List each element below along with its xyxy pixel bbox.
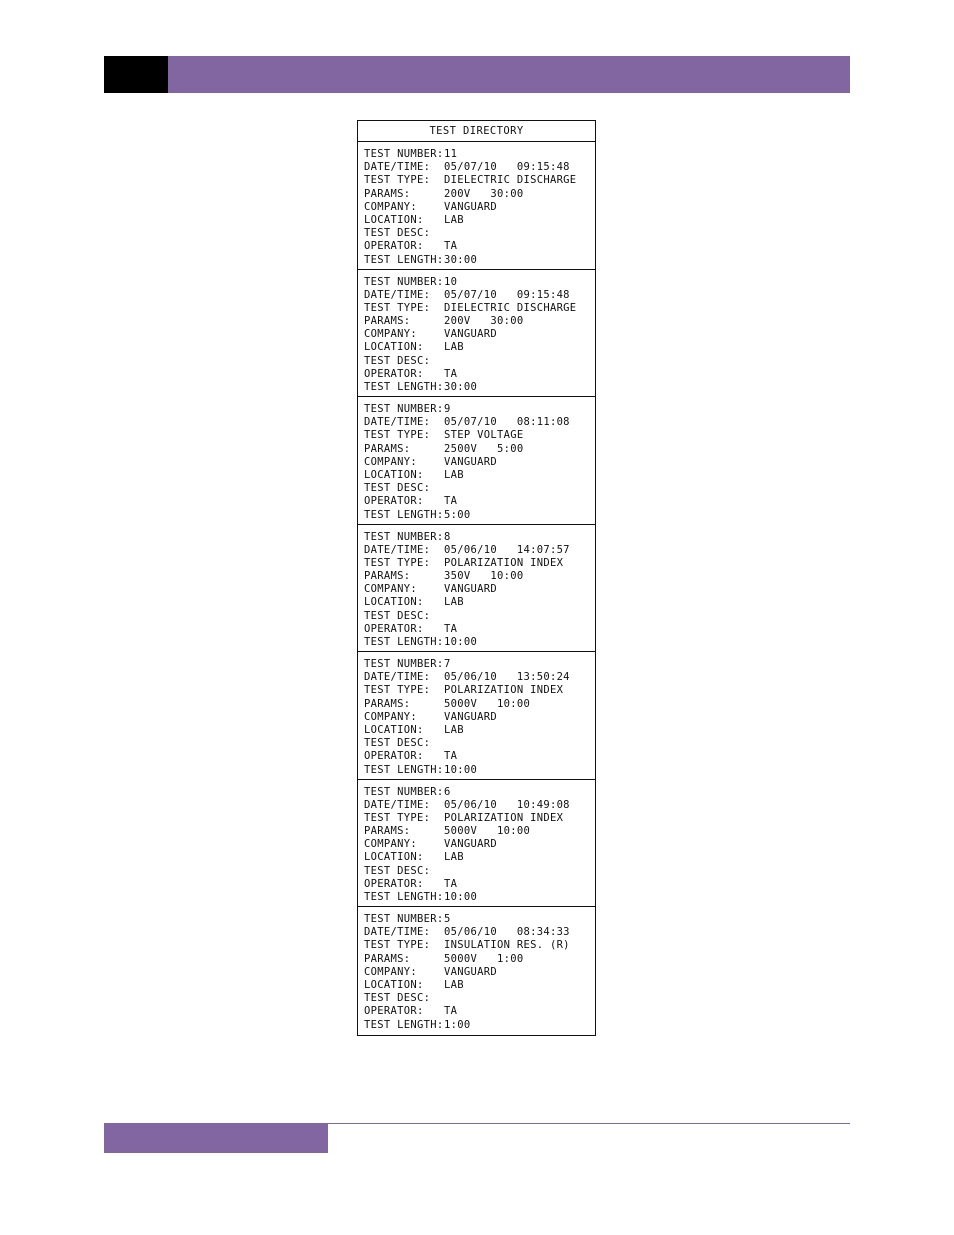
field-value: LAB: [444, 851, 464, 864]
record-row-length: [364, 891, 595, 904]
field-value: DIELECTRIC DISCHARGE: [444, 174, 577, 187]
record-row-datetime: [364, 289, 595, 302]
field-label: OPERATOR:: [364, 240, 424, 253]
record-row-type: [364, 302, 595, 315]
field-value: 30:00: [444, 253, 478, 266]
field-value: TA: [444, 240, 458, 253]
field-value: LAB: [444, 213, 464, 226]
record-row-desc: [364, 737, 595, 750]
record-row-desc: [364, 992, 595, 1005]
field-value: 2500V 5:00: [444, 442, 524, 455]
field-label: PARAMS:: [364, 825, 411, 838]
field-value: 7: [444, 658, 451, 670]
record-row-desc: [364, 610, 595, 623]
field-value: [444, 737, 595, 750]
field-label: TEST LENGTH:: [364, 891, 444, 903]
record-row-number: [364, 786, 595, 799]
field-value: 11: [444, 148, 458, 160]
record-row-params: [364, 825, 595, 838]
field-value: VANGUARD: [444, 710, 497, 723]
record-row-operator: [364, 623, 595, 636]
field-value: [444, 355, 595, 368]
field-label: COMPANY:: [364, 965, 417, 978]
field-value: [444, 227, 595, 240]
field-value: [444, 992, 595, 1005]
field-label: PARAMS:: [364, 952, 411, 965]
field-value: INSULATION RES. (R): [444, 939, 570, 952]
field-value: 9: [444, 403, 451, 415]
record-row-length: [364, 254, 595, 267]
field-label: TEST LENGTH:: [364, 636, 444, 648]
field-label: TEST NUMBER:: [364, 148, 444, 160]
field-value: 5: [444, 913, 451, 925]
field-label: COMPANY:: [364, 583, 417, 596]
record-row-length: [364, 636, 595, 649]
field-value: TA: [444, 495, 458, 508]
field-label: TEST DESC:: [364, 354, 431, 367]
field-label: COMPANY:: [364, 200, 417, 213]
field-label: LOCATION:: [364, 468, 424, 481]
field-value: TA: [444, 622, 458, 635]
field-label: TEST NUMBER:: [364, 785, 444, 798]
field-value: 5000V 10:00: [444, 697, 531, 710]
field-value: LAB: [444, 596, 464, 609]
field-value: 6: [444, 785, 451, 798]
field-label: OPERATOR:: [364, 1005, 424, 1018]
header-purple-bar: [168, 56, 850, 93]
field-label: OPERATOR:: [364, 877, 424, 890]
test-record: [358, 907, 595, 1035]
field-value: 05/07/10 09:15:48: [444, 288, 570, 301]
field-label: OPERATOR:: [364, 367, 424, 380]
field-label: TEST TYPE:: [364, 684, 431, 697]
field-value: VANGUARD: [444, 328, 497, 341]
field-value: 10: [444, 275, 458, 288]
field-label: LOCATION:: [364, 341, 424, 354]
record-row-length: [364, 764, 595, 777]
record-row-datetime: [364, 544, 595, 557]
field-label: DATE/TIME:: [364, 798, 431, 811]
field-label: TEST NUMBER:: [364, 275, 444, 288]
test-record: [358, 652, 595, 780]
field-value: POLARIZATION INDEX: [444, 556, 564, 569]
field-value: LAB: [444, 468, 464, 481]
record-row-company: [364, 966, 595, 979]
field-label: TEST TYPE:: [364, 556, 431, 569]
field-label: TEST NUMBER:: [364, 913, 444, 925]
record-row-type: [364, 812, 595, 825]
field-value: 10:00: [444, 636, 478, 648]
field-label: PARAMS:: [364, 315, 411, 328]
field-label: LOCATION:: [364, 723, 424, 736]
field-value: 8: [444, 530, 451, 543]
record-row-location: [364, 724, 595, 737]
record-row-type: [364, 557, 595, 570]
field-label: TEST DESC:: [364, 227, 431, 240]
field-value: 200V 30:00: [444, 187, 524, 200]
record-row-params: [364, 188, 595, 201]
field-label: PARAMS:: [364, 442, 411, 455]
field-label: PARAMS:: [364, 187, 411, 200]
field-value: 05/06/10 13:50:24: [444, 671, 570, 684]
field-value: VANGUARD: [444, 200, 497, 213]
field-label: DATE/TIME:: [364, 543, 431, 556]
record-row-location: [364, 979, 595, 992]
test-record: [358, 142, 595, 270]
field-value: TA: [444, 1005, 458, 1018]
record-row-operator: [364, 1005, 595, 1018]
field-label: OPERATOR:: [364, 495, 424, 508]
record-row-operator: [364, 878, 595, 891]
field-label: DATE/TIME:: [364, 416, 431, 429]
field-label: DATE/TIME:: [364, 671, 431, 684]
header-black-block: [104, 56, 168, 93]
record-row-type: [364, 174, 595, 187]
field-value: TA: [444, 877, 458, 890]
field-label: LOCATION:: [364, 851, 424, 864]
record-row-operator: [364, 750, 595, 763]
record-row-location: [364, 469, 595, 482]
record-row-location: [364, 596, 595, 609]
field-label: TEST DESC:: [364, 992, 431, 1005]
field-label: LOCATION:: [364, 978, 424, 991]
field-label: TEST DESC:: [364, 864, 431, 877]
field-value: [444, 482, 595, 495]
field-value: 05/06/10 08:34:33: [444, 926, 570, 939]
field-label: TEST LENGTH:: [364, 253, 444, 266]
footer-purple-block: [104, 1124, 328, 1153]
field-label: TEST LENGTH:: [364, 381, 444, 393]
record-row-params: [364, 698, 595, 711]
field-label: TEST TYPE:: [364, 939, 431, 952]
field-value: 5000V 10:00: [444, 825, 531, 838]
record-row-company: [364, 838, 595, 851]
record-row-location: [364, 214, 595, 227]
record-row-company: [364, 456, 595, 469]
field-label: TEST LENGTH:: [364, 1018, 444, 1031]
record-list: [358, 142, 595, 1035]
record-row-number: [364, 913, 595, 926]
field-value: TA: [444, 367, 458, 380]
record-row-datetime: [364, 799, 595, 812]
field-value: 05/07/10 09:15:48: [444, 161, 570, 174]
record-row-params: [364, 953, 595, 966]
field-value: LAB: [444, 978, 464, 991]
printout-title: TEST DIRECTORY: [358, 121, 595, 142]
record-row-company: [364, 328, 595, 341]
record-row-params: [364, 570, 595, 583]
field-label: TEST TYPE:: [364, 301, 431, 314]
field-label: COMPANY:: [364, 455, 417, 468]
field-value: LAB: [444, 341, 464, 354]
field-value: 05/07/10 08:11:08: [444, 416, 570, 429]
field-value: VANGUARD: [444, 965, 497, 978]
record-row-length: [364, 1019, 595, 1032]
record-row-desc: [364, 355, 595, 368]
field-value: POLARIZATION INDEX: [444, 811, 564, 824]
field-label: TEST NUMBER:: [364, 403, 444, 415]
record-row-company: [364, 583, 595, 596]
record-row-desc: [364, 227, 595, 240]
field-value: 1:00: [444, 1018, 471, 1031]
field-label: TEST LENGTH:: [364, 508, 444, 521]
record-row-operator: [364, 495, 595, 508]
field-label: DATE/TIME:: [364, 288, 431, 301]
field-label: COMPANY:: [364, 328, 417, 341]
field-label: COMPANY:: [364, 710, 417, 723]
record-row-type: [364, 429, 595, 442]
field-label: TEST NUMBER:: [364, 658, 444, 670]
field-value: STEP VOLTAGE: [444, 429, 524, 442]
field-value: 5:00: [444, 508, 471, 521]
field-value: DIELECTRIC DISCHARGE: [444, 301, 577, 314]
field-label: TEST DESC:: [364, 737, 431, 750]
field-value: VANGUARD: [444, 455, 497, 468]
record-row-desc: [364, 865, 595, 878]
record-row-operator: [364, 368, 595, 381]
field-value: 200V 30:00: [444, 315, 524, 328]
field-label: PARAMS:: [364, 697, 411, 710]
field-value: 350V 10:00: [444, 570, 524, 583]
field-label: PARAMS:: [364, 570, 411, 583]
record-row-company: [364, 201, 595, 214]
record-row-desc: [364, 482, 595, 495]
record-row-company: [364, 711, 595, 724]
record-row-length: [364, 381, 595, 394]
field-label: OPERATOR:: [364, 750, 424, 763]
field-value: 30:00: [444, 381, 478, 393]
record-row-number: [364, 148, 595, 161]
field-label: TEST DESC:: [364, 482, 431, 495]
field-label: TEST TYPE:: [364, 174, 431, 187]
field-value: 10:00: [444, 763, 478, 776]
field-value: 10:00: [444, 891, 478, 903]
test-record: [358, 780, 595, 908]
test-record: [358, 270, 595, 398]
record-row-location: [364, 341, 595, 354]
field-label: TEST NUMBER:: [364, 530, 444, 543]
record-row-datetime: [364, 671, 595, 684]
field-label: TEST TYPE:: [364, 811, 431, 824]
record-row-datetime: [364, 416, 595, 429]
record-row-params: [364, 315, 595, 328]
field-label: LOCATION:: [364, 596, 424, 609]
record-row-length: [364, 509, 595, 522]
field-label: TEST DESC:: [364, 609, 431, 622]
field-label: OPERATOR:: [364, 622, 424, 635]
field-value: 5000V 1:00: [444, 952, 524, 965]
field-value: POLARIZATION INDEX: [444, 684, 564, 697]
field-value: TA: [444, 750, 458, 763]
field-label: TEST LENGTH:: [364, 763, 444, 776]
field-label: TEST TYPE:: [364, 429, 431, 442]
field-label: LOCATION:: [364, 213, 424, 226]
field-value: 05/06/10 14:07:57: [444, 543, 570, 556]
field-value: [444, 610, 595, 623]
field-value: [444, 865, 595, 878]
field-label: DATE/TIME:: [364, 161, 431, 174]
record-row-datetime: [364, 926, 595, 939]
field-label: DATE/TIME:: [364, 926, 431, 939]
field-value: VANGUARD: [444, 838, 497, 851]
record-row-type: [364, 684, 595, 697]
record-row-number: [364, 531, 595, 544]
record-row-number: [364, 276, 595, 289]
record-row-number: [364, 403, 595, 416]
field-label: COMPANY:: [364, 838, 417, 851]
field-value: LAB: [444, 723, 464, 736]
record-row-datetime: [364, 161, 595, 174]
test-record: [358, 397, 595, 525]
record-row-operator: [364, 240, 595, 253]
record-row-location: [364, 851, 595, 864]
test-directory-printout: [357, 120, 596, 1036]
test-record: [358, 525, 595, 653]
field-value: VANGUARD: [444, 583, 497, 596]
record-row-params: [364, 443, 595, 456]
record-row-number: [364, 658, 595, 671]
field-value: 05/06/10 10:49:08: [444, 798, 570, 811]
record-row-type: [364, 939, 595, 952]
